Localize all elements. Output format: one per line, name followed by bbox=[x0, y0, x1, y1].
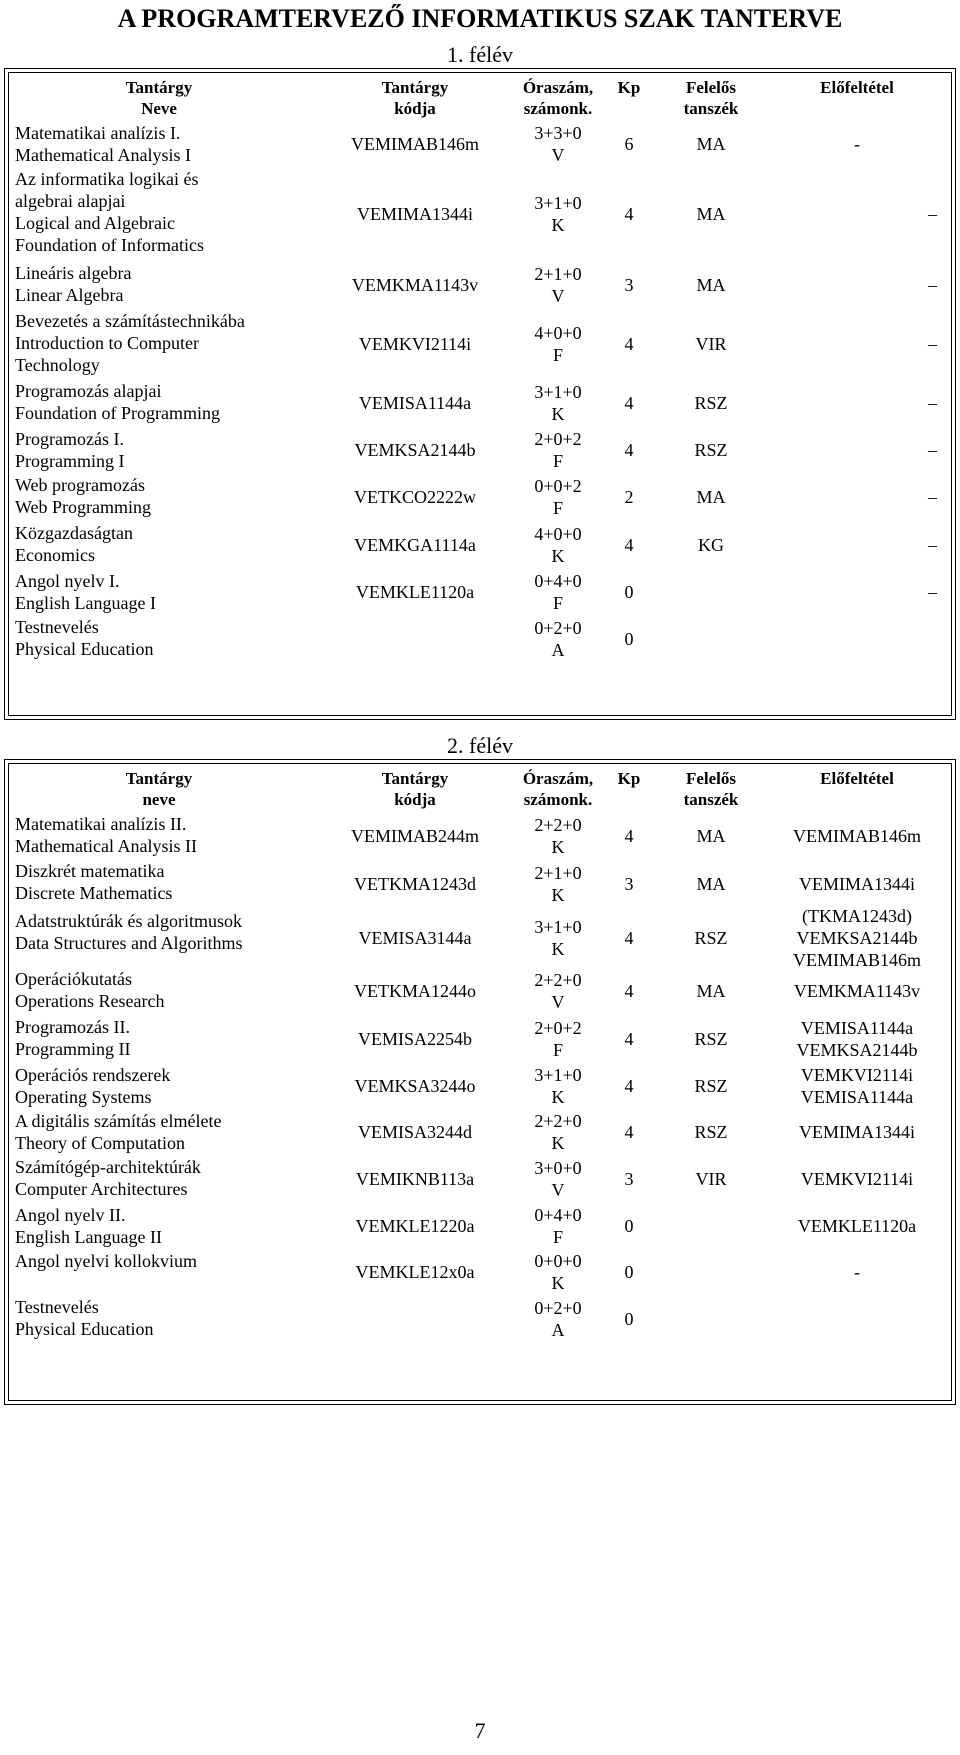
header-hours: számonk. bbox=[523, 99, 593, 118]
department: KG bbox=[698, 535, 724, 555]
hours-exam: 3+0+0 bbox=[534, 1158, 582, 1178]
course-code: VEMKVI2114i bbox=[358, 334, 472, 354]
hours-exam: 2+0+2 bbox=[534, 1018, 582, 1038]
course-name: Programozás II. bbox=[15, 1017, 130, 1037]
header-code: Tantárgy bbox=[381, 769, 449, 788]
course-code: VEMKGA1114a bbox=[354, 535, 476, 555]
hours-exam: F bbox=[552, 1227, 563, 1247]
header-code: kódja bbox=[394, 790, 436, 809]
course-name: A digitális számítás elmélete bbox=[15, 1111, 222, 1131]
hours-exam: 0+0+0 bbox=[534, 1251, 582, 1271]
course-name: Programozás alapjai bbox=[15, 381, 162, 401]
course-name: Lineáris algebra bbox=[15, 263, 132, 283]
hours-exam: V bbox=[551, 286, 565, 306]
credit-points: 4 bbox=[624, 1076, 634, 1096]
hours-exam: 3+1+0 bbox=[534, 1065, 582, 1085]
credit-points: 3 bbox=[624, 275, 634, 295]
course-name: Adatstruktúrák és algoritmusok bbox=[15, 911, 242, 931]
hours-exam: K bbox=[551, 215, 565, 235]
prerequisite: – bbox=[928, 582, 937, 602]
hours-exam: 0+4+0 bbox=[534, 571, 582, 591]
course-name: Matematikai analízis I. bbox=[15, 123, 181, 143]
hours-exam: 2+2+0 bbox=[534, 970, 582, 990]
course-name: Operations Research bbox=[15, 991, 165, 1011]
course-code: VEMKMA1143v bbox=[351, 275, 479, 295]
table-row bbox=[9, 1109, 951, 1155]
credit-points: 0 bbox=[624, 1262, 634, 1282]
semester-2-title: 2. félév bbox=[447, 733, 513, 758]
course-code: VETKMA1243d bbox=[354, 874, 476, 894]
page-title: A PROGRAMTERVEZŐ INFORMATIKUS SZAK TANTERVE bbox=[117, 4, 843, 33]
course-name: Economics bbox=[15, 545, 95, 565]
hours-exam: F bbox=[552, 498, 563, 518]
prerequisite: VEMIMA1344i bbox=[799, 1122, 915, 1142]
hours-exam: V bbox=[551, 145, 565, 165]
course-name: English Language I bbox=[15, 593, 156, 613]
table-row bbox=[9, 569, 951, 615]
prerequisite: VEMKVI2114i bbox=[800, 1065, 914, 1085]
course-code: VEMISA1144a bbox=[358, 393, 472, 413]
hours-exam: K bbox=[551, 546, 565, 566]
header-kp: Kp bbox=[617, 78, 641, 97]
table-row bbox=[9, 615, 951, 663]
prerequisite: – bbox=[928, 393, 937, 413]
department: MA bbox=[696, 981, 726, 1001]
table-row bbox=[9, 167, 951, 261]
department: RSZ bbox=[694, 1076, 728, 1096]
table-row bbox=[9, 1155, 951, 1203]
credit-points: 3 bbox=[624, 1169, 634, 1189]
course-code: VEMKLE1120a bbox=[355, 582, 475, 602]
hours-exam: K bbox=[551, 404, 565, 424]
credit-points: 4 bbox=[624, 204, 634, 224]
prerequisite: VEMISA1144a bbox=[800, 1087, 914, 1107]
credit-points: 4 bbox=[624, 981, 634, 1001]
course-name: Data Structures and Algorithms bbox=[15, 933, 243, 953]
semester-1-title: 1. félév bbox=[447, 42, 513, 67]
prerequisite: VEMKSA2144b bbox=[796, 928, 918, 948]
hours-exam: 2+2+0 bbox=[534, 814, 582, 835]
course-name: Mathematical Analysis I bbox=[15, 145, 191, 165]
prerequisite: – bbox=[928, 204, 937, 224]
hours-exam: V bbox=[551, 1180, 565, 1200]
prerequisite: VEMISA1144a bbox=[800, 1018, 914, 1038]
course-name: Testnevelés bbox=[15, 1297, 99, 1317]
department: MA bbox=[696, 874, 726, 894]
semester-1-table-body bbox=[8, 72, 952, 716]
course-name: Discrete Mathematics bbox=[15, 883, 173, 903]
hours-exam: K bbox=[551, 836, 565, 857]
table-row bbox=[9, 427, 951, 473]
department: MA bbox=[696, 134, 726, 154]
course-name: Programming I bbox=[15, 451, 125, 471]
hours-exam: F bbox=[552, 345, 563, 365]
table-row bbox=[9, 1063, 951, 1109]
course-name: Angol nyelv II. bbox=[15, 1205, 126, 1225]
prerequisite: - bbox=[854, 134, 860, 154]
course-code: VEMISA2254b bbox=[357, 1029, 472, 1049]
course-name: Testnevelés bbox=[15, 617, 99, 637]
prerequisite: VEMKVI2114i bbox=[800, 1169, 914, 1189]
hours-exam: K bbox=[551, 1087, 565, 1107]
course-code: VEMKLE12x0a bbox=[355, 1262, 475, 1282]
table-row bbox=[9, 1295, 951, 1343]
prerequisite: – bbox=[928, 440, 937, 460]
hours-exam: 0+4+0 bbox=[534, 1205, 582, 1225]
hours-exam: 2+0+2 bbox=[534, 429, 582, 449]
hours-exam: 0+0+2 bbox=[534, 476, 582, 496]
course-name: Közgazdaságtan bbox=[15, 523, 133, 543]
header-code: Tantárgy bbox=[381, 78, 449, 97]
department: RSZ bbox=[694, 440, 728, 460]
table-row bbox=[9, 379, 951, 427]
course-name: English Language II bbox=[15, 1227, 162, 1247]
hours-exam: V bbox=[551, 992, 565, 1012]
course-name: Introduction to Computer bbox=[15, 333, 199, 353]
course-name: Operációs rendszerek bbox=[15, 1065, 171, 1085]
course-name: Mathematical Analysis II bbox=[15, 836, 197, 856]
course-code: VETKMA1244o bbox=[354, 981, 476, 1001]
department: MA bbox=[696, 204, 726, 224]
table-row bbox=[9, 859, 951, 909]
course-name: Operating Systems bbox=[15, 1087, 152, 1107]
table-row bbox=[9, 967, 951, 1015]
credit-points: 6 bbox=[624, 134, 634, 154]
course-name: Az informatika logikai és bbox=[15, 169, 199, 189]
course-name: Physical Education bbox=[15, 639, 154, 659]
hours-exam: 2+2+0 bbox=[534, 1111, 582, 1131]
course-code: VEMKSA3244o bbox=[354, 1076, 476, 1096]
table-row bbox=[9, 309, 951, 379]
hours-exam: 0+2+0 bbox=[534, 1298, 582, 1318]
hours-exam: 2+1+0 bbox=[534, 863, 582, 883]
hours-exam: K bbox=[551, 1133, 565, 1153]
credit-points: 4 bbox=[624, 1029, 634, 1049]
header-hours: Óraszám, bbox=[522, 769, 594, 788]
department: VIR bbox=[695, 334, 727, 354]
course-code: VEMKSA2144b bbox=[354, 440, 476, 460]
course-name: Számítógép-architektúrák bbox=[15, 1157, 201, 1177]
credit-points: 4 bbox=[624, 393, 634, 413]
credit-points: 0 bbox=[624, 629, 634, 649]
hours-exam: 0+2+0 bbox=[534, 618, 582, 638]
credit-points: 4 bbox=[624, 334, 634, 354]
credit-points: 3 bbox=[624, 874, 634, 894]
course-name: Programozás I. bbox=[15, 429, 124, 449]
hours-exam: A bbox=[551, 1320, 565, 1340]
department: RSZ bbox=[694, 928, 728, 948]
table-row bbox=[9, 1203, 951, 1249]
course-code: VEMISA3144a bbox=[358, 928, 472, 948]
credit-points: 0 bbox=[624, 1216, 634, 1236]
hours-exam: K bbox=[551, 1273, 565, 1293]
page-number: 7 bbox=[474, 1718, 486, 1743]
semester-2-table bbox=[4, 759, 956, 1405]
prerequisite: VEMKLE1120a bbox=[797, 1216, 917, 1236]
course-code: VEMIMA1344i bbox=[357, 204, 473, 224]
hours-exam: 3+1+0 bbox=[534, 917, 582, 937]
hours-exam: K bbox=[551, 885, 565, 905]
header-name: Tantárgy bbox=[125, 769, 193, 788]
course-code: VEMKLE1220a bbox=[355, 1216, 475, 1236]
hours-exam: 3+3+0 bbox=[534, 123, 582, 143]
header-dept: tanszék bbox=[683, 790, 739, 809]
prerequisite: VEMIMA1344i bbox=[799, 874, 915, 894]
credit-points: 4 bbox=[624, 535, 634, 555]
hours-exam: 4+0+0 bbox=[534, 524, 582, 544]
header-hours: Óraszám, bbox=[522, 78, 594, 97]
hours-exam: 4+0+0 bbox=[534, 323, 582, 343]
department: MA bbox=[696, 275, 726, 295]
header-prereq: Előfeltétel bbox=[820, 78, 894, 97]
header-kp: Kp bbox=[617, 769, 641, 788]
hours-exam: K bbox=[551, 939, 565, 959]
prerequisite: VEMKSA2144b bbox=[796, 1040, 918, 1060]
course-code: VEMIKNB113a bbox=[355, 1169, 475, 1189]
prerequisite: – bbox=[928, 535, 937, 555]
course-name: Angol nyelv I. bbox=[15, 571, 120, 591]
course-name: Logical and Algebraic bbox=[15, 213, 175, 233]
course-name: Foundation of Programming bbox=[15, 403, 220, 423]
prerequisite: – bbox=[928, 275, 937, 295]
course-code: VETKCO2222w bbox=[354, 487, 476, 507]
header-prereq: Előfeltétel bbox=[820, 769, 894, 788]
credit-points: 2 bbox=[624, 487, 634, 507]
header-name: Tantárgy bbox=[125, 78, 193, 97]
prerequisite: – bbox=[928, 487, 937, 507]
prerequisite: VEMIMAB146m bbox=[792, 950, 921, 970]
semester-1-table bbox=[4, 68, 956, 720]
course-code: VEMIMAB244m bbox=[350, 825, 479, 846]
course-name: Matematikai analízis II. bbox=[15, 814, 187, 834]
department: MA bbox=[696, 825, 726, 846]
hours-exam: F bbox=[552, 1040, 563, 1060]
course-name: Theory of Computation bbox=[15, 1133, 185, 1153]
credit-points: 4 bbox=[624, 440, 634, 460]
table-row bbox=[9, 1249, 951, 1295]
course-code: VEMISA3244d bbox=[357, 1122, 472, 1142]
table-row bbox=[9, 261, 951, 309]
hours-exam: 3+1+0 bbox=[534, 382, 582, 402]
course-name: Foundation of Informatics bbox=[15, 235, 204, 255]
department: VIR bbox=[695, 1169, 727, 1189]
department: RSZ bbox=[694, 1029, 728, 1049]
credit-points: 4 bbox=[624, 825, 634, 846]
header-code: kódja bbox=[394, 99, 436, 118]
credit-points: 0 bbox=[624, 1309, 634, 1329]
table-row bbox=[9, 906, 951, 970]
course-name: Operációkutatás bbox=[15, 969, 132, 989]
course-name: Web Programming bbox=[15, 497, 152, 517]
course-name: Linear Algebra bbox=[15, 285, 124, 305]
department: MA bbox=[696, 487, 726, 507]
course-name: Technology bbox=[15, 355, 100, 375]
course-name: Diszkrét matematika bbox=[15, 861, 165, 881]
credit-points: 4 bbox=[624, 1122, 634, 1142]
header-name: Neve bbox=[141, 99, 177, 118]
hours-exam: A bbox=[551, 640, 565, 660]
header-name: neve bbox=[142, 790, 176, 809]
table-row bbox=[9, 812, 951, 859]
course-name: Computer Architectures bbox=[15, 1179, 188, 1199]
table-row bbox=[9, 473, 951, 521]
course-name: Web programozás bbox=[15, 475, 145, 495]
prerequisite: VEMIMAB146m bbox=[792, 825, 921, 846]
table-row bbox=[9, 521, 951, 569]
hours-exam: F bbox=[552, 593, 563, 613]
course-name: Physical Education bbox=[15, 1319, 154, 1339]
prerequisite: VEMKMA1143v bbox=[793, 981, 921, 1001]
prerequisite: (TKMA1243d) bbox=[802, 906, 912, 926]
table-row bbox=[9, 1015, 951, 1063]
course-name: algebrai alapjai bbox=[15, 191, 126, 211]
department: RSZ bbox=[694, 1122, 728, 1142]
prerequisite: - bbox=[854, 1262, 860, 1282]
course-name: Bevezetés a számítástechnikába bbox=[15, 311, 245, 331]
course-name: Programming II bbox=[15, 1039, 131, 1059]
hours-exam: F bbox=[552, 451, 563, 471]
department: RSZ bbox=[694, 393, 728, 413]
semester-2-table-body bbox=[8, 763, 952, 1401]
header-dept: Felelős bbox=[685, 769, 737, 788]
hours-exam: 3+1+0 bbox=[534, 193, 582, 213]
header-hours: számonk. bbox=[523, 790, 593, 809]
table-row bbox=[9, 121, 951, 167]
hours-exam: 2+1+0 bbox=[534, 264, 582, 284]
credit-points: 4 bbox=[624, 928, 634, 948]
header-dept: Felelős bbox=[685, 78, 737, 97]
prerequisite: – bbox=[928, 334, 937, 354]
header-dept: tanszék bbox=[683, 99, 739, 118]
course-code: VEMIMAB146m bbox=[350, 134, 479, 154]
credit-points: 0 bbox=[624, 582, 634, 602]
course-name: Angol nyelvi kollokvium bbox=[15, 1251, 197, 1271]
